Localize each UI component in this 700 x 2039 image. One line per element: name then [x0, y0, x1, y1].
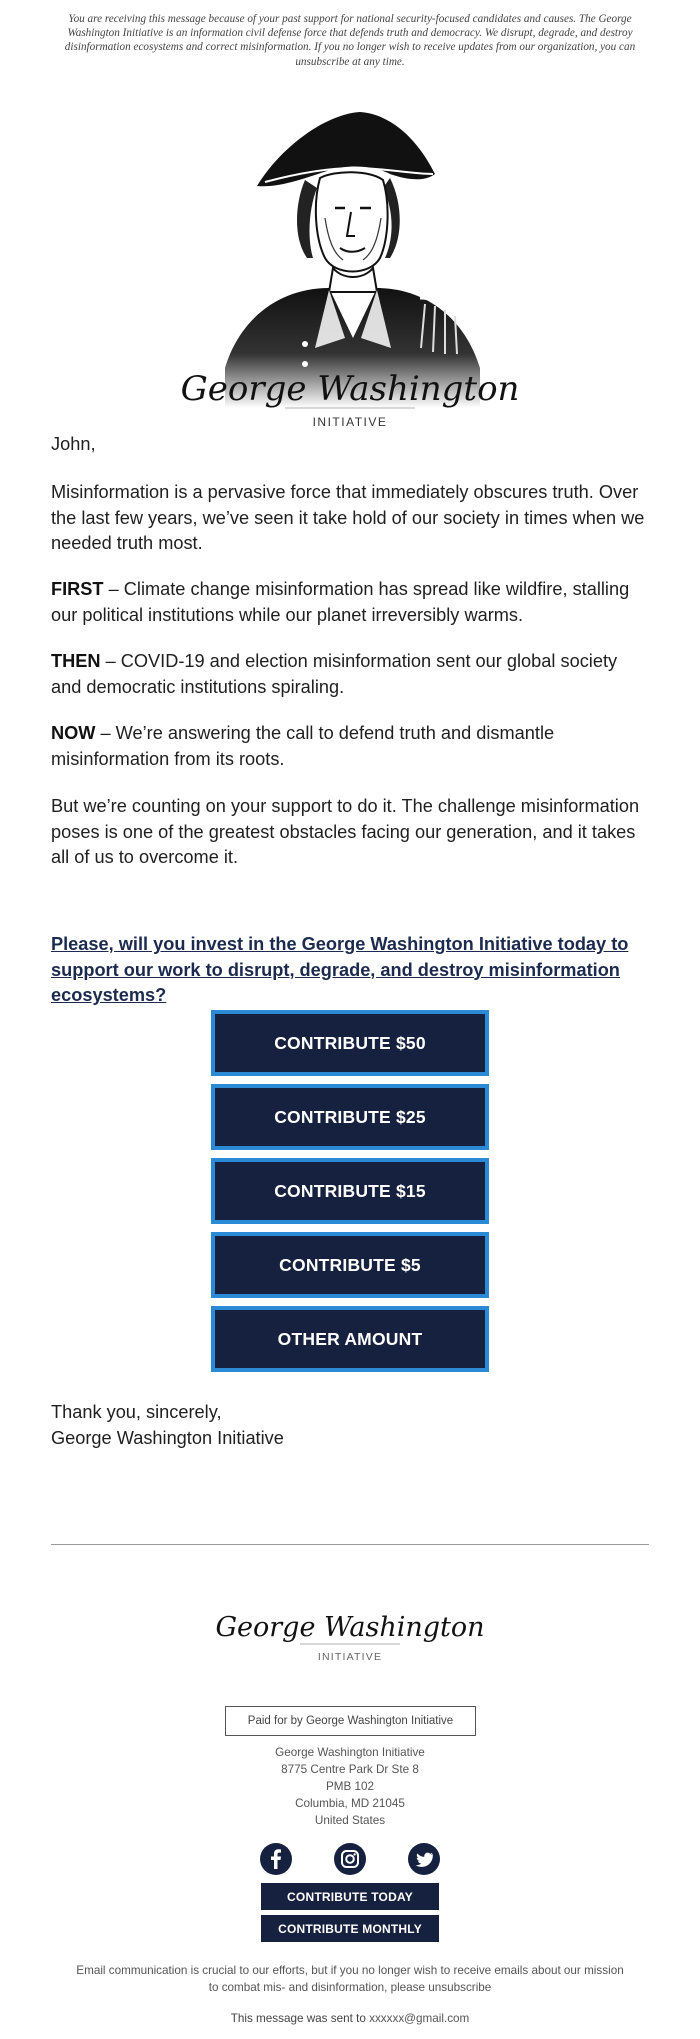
contribute-15-button[interactable]: CONTRIBUTE $15 — [211, 1158, 489, 1224]
signoff-line-2: George Washington Initiative — [51, 1428, 284, 1448]
address-line: United States — [314, 1814, 386, 1827]
footer-logo-icon — [215, 1598, 485, 1670]
then-label: THEN — [51, 651, 101, 671]
now-paragraph — [51, 721, 651, 772]
footer-logo — [215, 1598, 485, 1670]
footer-divider — [51, 1544, 649, 1545]
instagram-icon[interactable] — [334, 1843, 366, 1875]
then-paragraph — [51, 649, 651, 700]
address-line: 8775 Centre Park Dr Ste 8 — [281, 1763, 419, 1776]
first-text: – Climate change misinformation has spread like wildfire, stalling our political institutions while our planet irreversibly warms. — [51, 579, 630, 625]
address-line: PMB 102 — [325, 1780, 375, 1793]
logo-subtitle: INITIATIVE — [312, 415, 388, 429]
now-label: NOW — [51, 723, 96, 743]
contribute-50-button[interactable]: CONTRIBUTE $50 — [211, 1010, 489, 1076]
hero-logo — [180, 108, 520, 438]
sent-to-line — [100, 2012, 600, 2025]
donation-ask-link[interactable]: Please, will you invest in the George Washington Initiative today to support our work to disrupt, degrade, and destroy misinformation ecosystems? — [51, 934, 629, 1005]
address-line: George Washington Initiative — [275, 1746, 425, 1759]
facebook-icon[interactable] — [260, 1843, 292, 1875]
contribute-today-button[interactable]: CONTRIBUTE TODAY — [261, 1883, 439, 1910]
contribute-monthly-button[interactable]: CONTRIBUTE MONTHLY — [261, 1915, 439, 1942]
logo-script-text: George Washington — [180, 369, 520, 409]
signoff-line-1: Thank you, sincerely, — [51, 1402, 222, 1422]
contribute-5-button[interactable]: CONTRIBUTE $5 — [211, 1232, 489, 1298]
first-paragraph — [51, 577, 651, 628]
twitter-icon[interactable] — [408, 1843, 440, 1875]
preheader-text: You are receiving this message because of your past support for national security-focused candidates and causes. The George Washington Initiative is an information civil defense force that defends truth and democracy. We disrupt, degrade, and destroy disinformation ecosystems and correct misinformation. If you no longer wish to receive updates from our organization, you can unsubscribe at any time. — [64, 13, 636, 68]
first-label: FIRST — [51, 579, 104, 599]
george-washington-portrait-icon — [180, 108, 520, 438]
then-text: – COVID-19 and election misinformation sent our global society and democratic institutions spiraling. — [51, 651, 618, 697]
intro-paragraph: Misinformation is a pervasive force that immediately obscures truth. Over the last few years, we’ve seen it take hold of our society in times when we needed truth most. — [51, 482, 645, 553]
footer-logo-subtitle: INITIATIVE — [317, 1651, 383, 1663]
paid-for-disclaimer: Paid for by George Washington Initiative — [225, 1706, 476, 1736]
unsubscribe-notice[interactable]: Email communication is crucial to our efforts, but if you no longer wish to receive emails about our mission to combat mis- and disinformation, please unsubscribe — [76, 1964, 624, 1994]
address-line: Columbia, MD 21045 — [295, 1797, 405, 1810]
recipient-email[interactable]: xxxxxx@gmail.com — [369, 2012, 470, 2025]
footer-logo-script: George Washington — [215, 1612, 485, 1643]
sent-to-prefix: This message was sent to — [230, 2012, 370, 2025]
other-amount-button[interactable]: OTHER AMOUNT — [211, 1306, 489, 1372]
support-paragraph: But we’re counting on your support to do it. The challenge misinformation poses is one of the greatest obstacles facing our generation, and it takes all of us to overcome it. — [51, 796, 640, 867]
now-text: – We’re answering the call to defend truth and dismantle misinformation from its roots. — [51, 723, 555, 769]
contribute-25-button[interactable]: CONTRIBUTE $25 — [211, 1084, 489, 1150]
greeting: John, — [51, 434, 96, 454]
mailing-address — [200, 1744, 500, 1829]
